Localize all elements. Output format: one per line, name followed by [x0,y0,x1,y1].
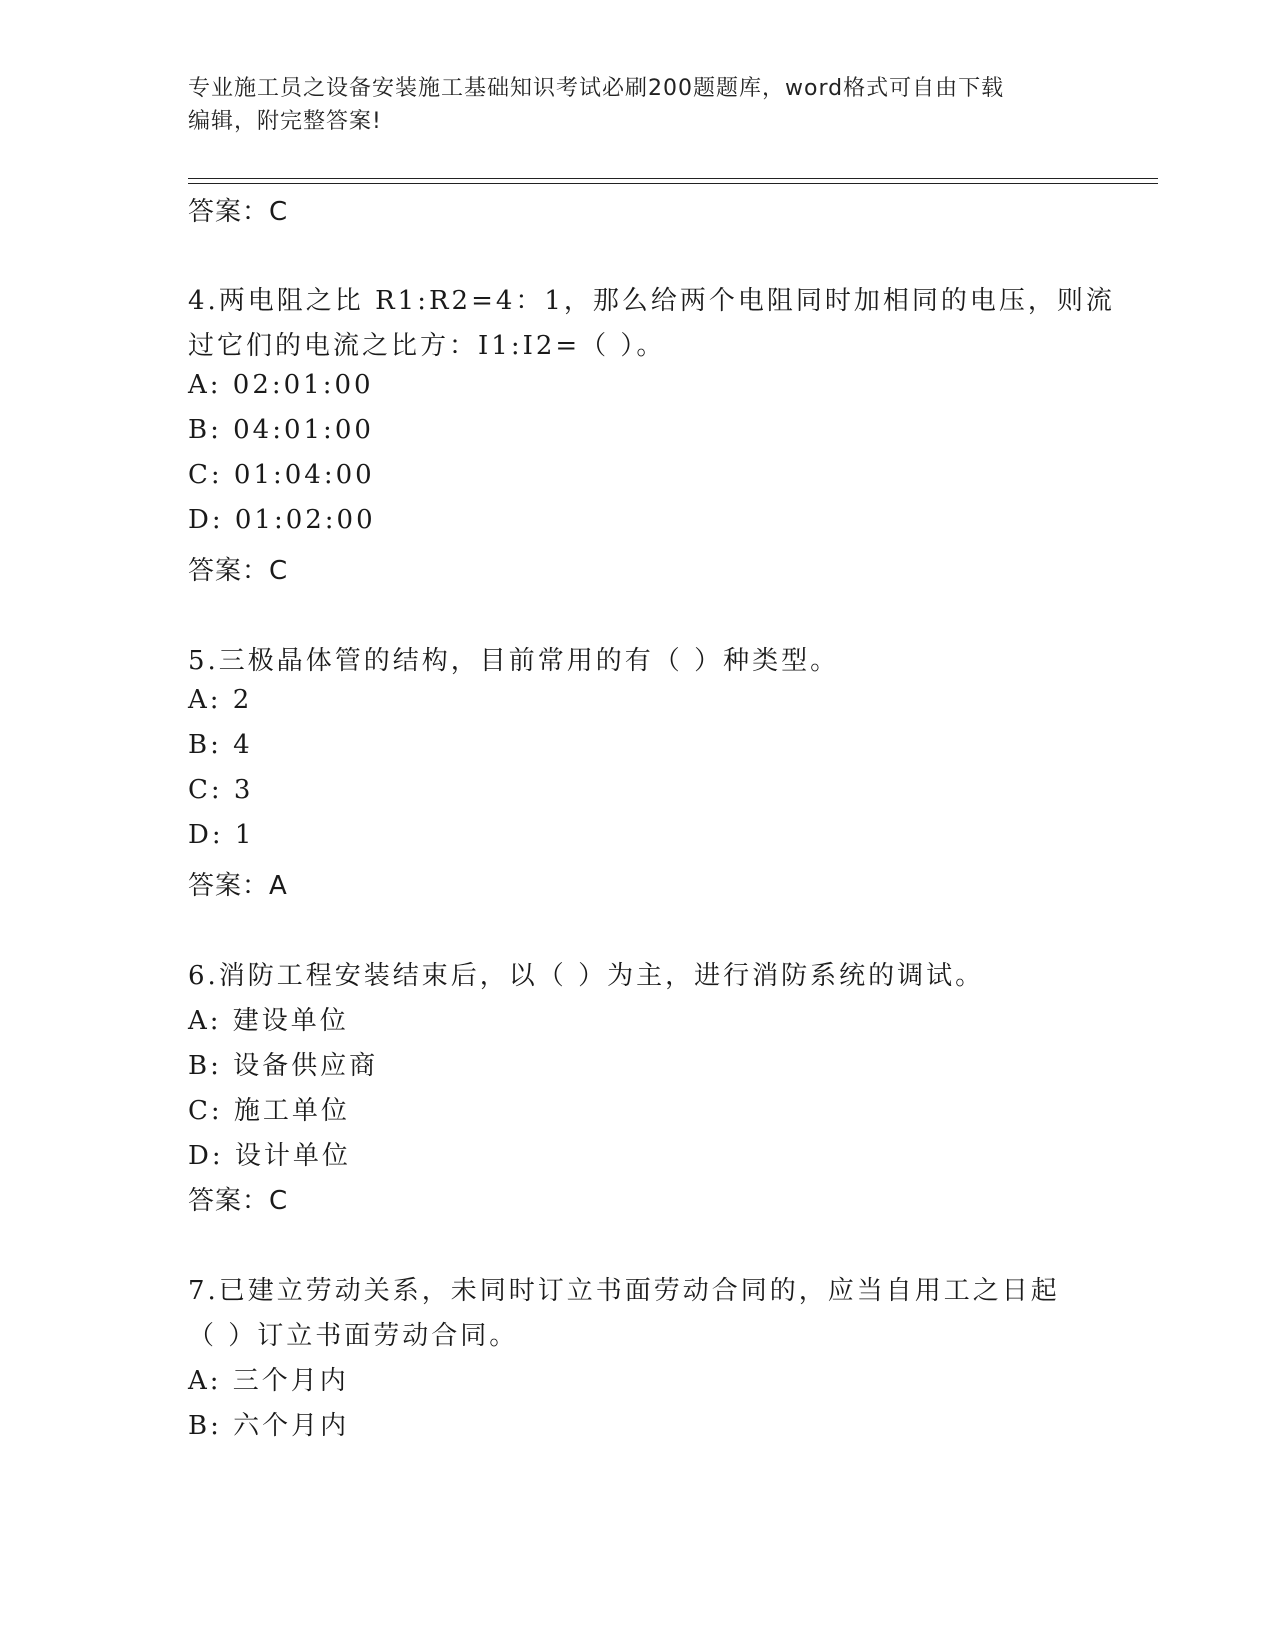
header-divider-bottom [188,183,1158,184]
question-6-answer: 答案：C [188,1186,289,1216]
document-header [188,72,1068,138]
question-4-answer: 答案：C [188,556,289,586]
question-7-option-a: A: 三个月内 [188,1366,349,1396]
question-7-option-b: B: 六个月内 [188,1411,350,1441]
question-4-option-d: D: 01:02:00 [188,505,376,535]
question-5-option-c: C: 3 [188,775,254,805]
question-6-option-a: A: 建设单位 [188,1006,349,1036]
header-line-1: 专业施工员之设备安装施工基础知识考试必刷200题题库，word格式可自由下载 [188,76,1005,101]
question-4-stem-line-1: 4.两电阻之比 R1:R2=4：1，那么给两个电阻同时加相同的电压，则流 [188,286,1115,316]
question-4-option-c: C: 01:04:00 [188,460,375,490]
question-5-option-d: D: 1 [188,820,255,850]
header-divider-top [188,178,1158,179]
question-5-answer: 答案：A [188,871,288,901]
question-6-option-b: B: 设备供应商 [188,1051,379,1081]
question-7-stem-line-1: 7.已建立劳动关系，未同时订立书面劳动合同的，应当自用工之日起 [188,1276,1060,1306]
question-7-stem-line-2: （ ）订立书面劳动合同。 [188,1321,519,1351]
question-6-stem: 6.消防工程安装结束后，以（ ）为主，进行消防系统的调试。 [188,961,985,991]
question-5-stem: 5.三极晶体管的结构，目前常用的有（ ）种类型。 [188,646,840,676]
previous-answer: 答案：C [188,197,289,227]
question-4-option-b: B: 04:01:00 [188,415,374,445]
question-6-option-c: C: 施工单位 [188,1096,350,1126]
question-5-option-b: B: 4 [188,730,253,760]
header-line-2: 编辑，附完整答案! [188,109,382,134]
question-4-option-a: A: 02:01:00 [188,370,374,400]
question-6-option-d: D: 设计单位 [188,1141,351,1171]
question-4-stem-line-2: 过它们的电流之比方：I1:I2=（ ）。 [188,331,666,361]
question-5-option-a: A: 2 [188,685,253,715]
